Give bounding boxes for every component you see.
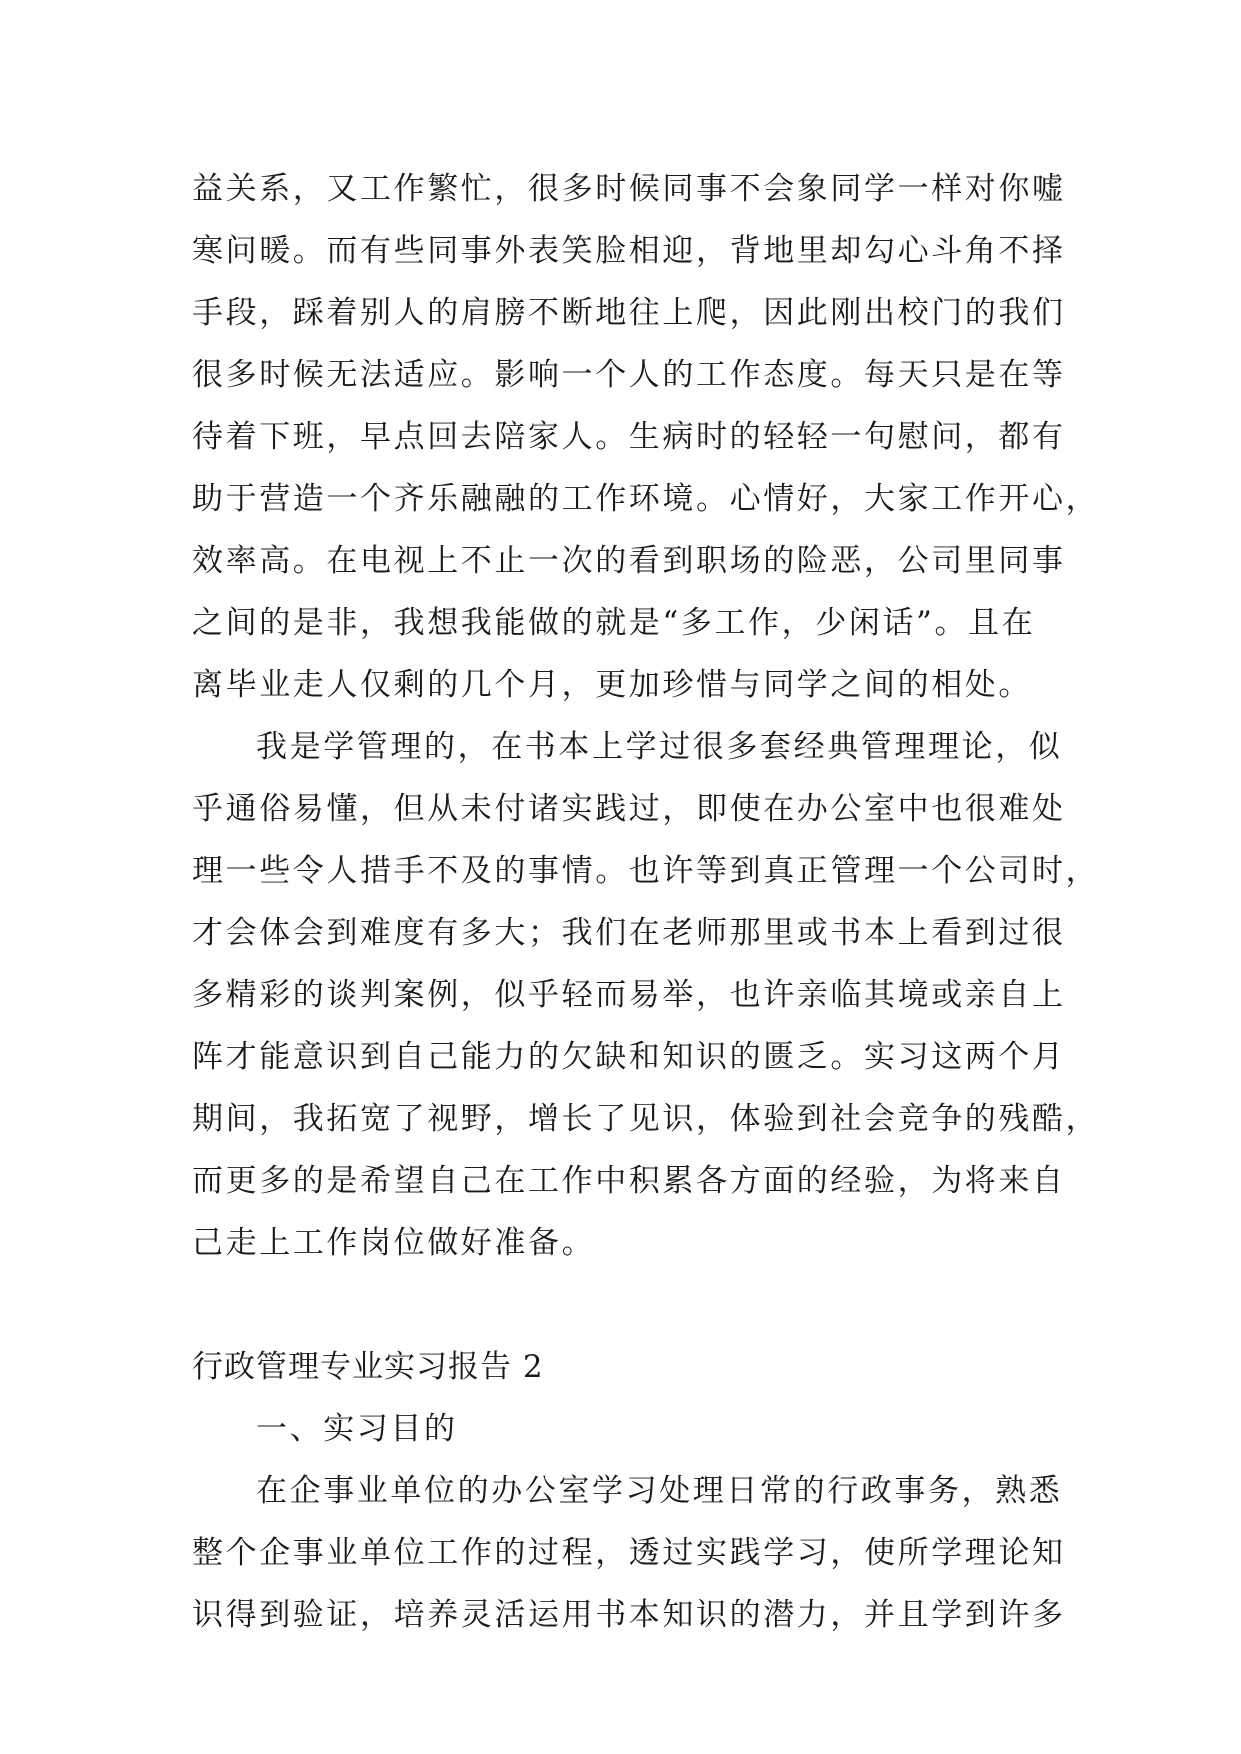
text-line: 识得到验证，培养灵活运用书本知识的潜力，并且学到许多 [192,1597,1066,1633]
blank-line [192,1274,1052,1336]
document-page [192,158,1100,1646]
text-line: 益关系，又工作繁忙，很多时候同事不会象同学一样对你嘘 [192,171,1066,207]
text-line: 手段，踩着别人的肩膀不断地往上爬，因此刚出校门的我们 [192,295,1066,331]
paragraph-3 [192,1460,1066,1646]
text-line: 我是学管理的，在书本上学过很多套经典管理理论，似 [256,729,1063,765]
text-line: 才会体会到难度有多大；我们在老师那里或书本上看到过很 [192,915,1066,951]
text-line: 期间，我拓宽了视野，增长了见识，体验到社会竞争的残酷， [192,1101,1100,1137]
text-line: 整个企事业单位工作的过程，透过实践学习，使所学理论知 [192,1535,1066,1571]
text-line: 而更多的是希望自己在工作中积累各方面的经验，为将来自 [192,1163,1066,1199]
text-line: 在企事业单位的办公室学习处理日常的行政事务，熟悉 [256,1473,1063,1509]
text-line: 己走上工作岗位做好准备。 [192,1225,596,1261]
text-line: 待着下班，早点回去陪家人。生病时的轻轻一句慰问，都有 [192,419,1066,455]
text-line: 离毕业走人仅剩的几个月，更加珍惜与同学之间的相处。 [192,667,1032,703]
text-line: 多精彩的谈判案例，似乎轻而易举，也许亲临其境或亲自上 [192,977,1066,1013]
text-line: 理一些令人措手不及的事情。也许等到真正管理一个公司时， [192,853,1100,889]
text-line: 效率高。在电视上不止一次的看到职场的险恶，公司里同事 [192,543,1066,579]
paragraph-2 [192,716,1100,1274]
text-line: 阵才能意识到自己能力的欠缺和知识的匮乏。实习这两个月 [192,1039,1066,1075]
subheading: 一、实习目的 [256,1411,458,1447]
text-line: 很多时候无法适应。影响一个人的工作态度。每天只是在等 [192,357,1066,393]
text-line: 寒问暖。而有些同事外表笑脸相迎，背地里却勾心斗角不择 [192,233,1066,269]
text-line: 之间的是非，我想我能做的就是“多工作，少闲话”。且在 [192,605,1036,641]
paragraph-1 [192,158,1100,716]
text-line: 助于营造一个齐乐融融的工作环境。心情好，大家工作开心， [192,481,1100,517]
text-line: 乎通俗易懂，但从未付诸实践过，即使在办公室中也很难处 [192,791,1066,827]
section-title: 行政管理专业实习报告 2 [192,1349,544,1385]
